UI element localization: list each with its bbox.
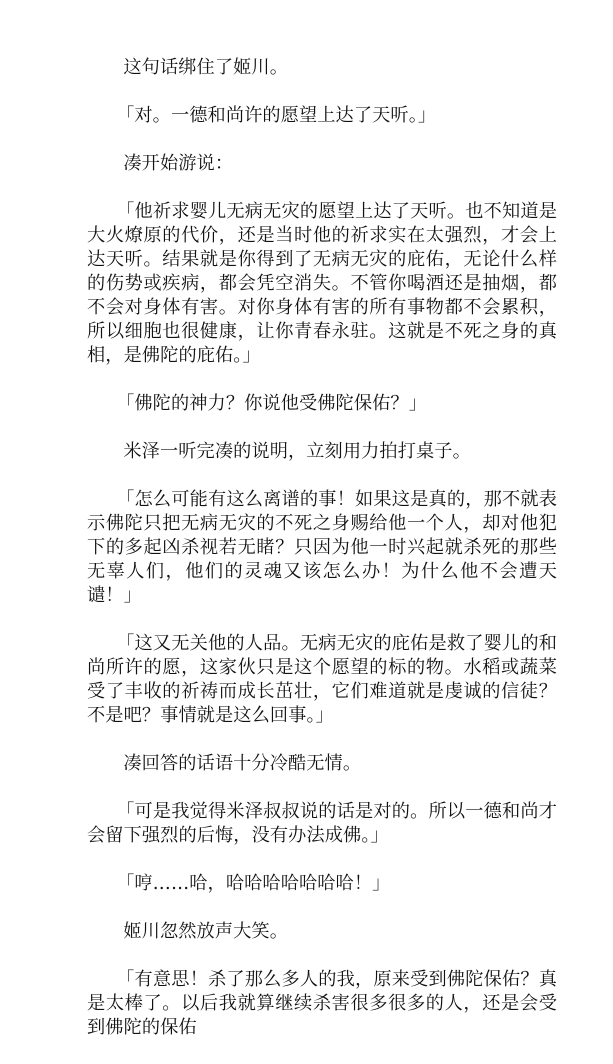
paragraph-6: 米泽一听完凑的说明，立刻用力拍打桌子。 (123, 441, 471, 462)
paragraph-13: 「有意思！杀了那么多人的我，原来受到佛陀保佑？真是太棒了。以后我就算继续杀害很多很多的人，还是会受到佛陀的保佑 (87, 969, 557, 1038)
paragraph-2: 「对。一德和尚许的愿望上达了天听。」 (116, 105, 437, 126)
paragraph-1: 这句话绑住了姬川。 (123, 57, 288, 78)
paragraph-7: 「怎么可能有这么离谱的事！如果这是真的，那不就表示佛陀只把无病无灾的不死之身赐给他一个人，却对他犯下的多起凶杀视若无睹？只因为他一时兴起就杀死的那些无辜人们，他们的灵魂又该怎么办！为什么他不会遭天谴！」 (87, 489, 557, 606)
paragraph-10: 「可是我觉得米泽叔叔说的话是对的。所以一德和尚才会留下强烈的后悔，没有办法成佛。」 (87, 801, 557, 846)
document-page (87, 56, 557, 1064)
paragraph-11: 「哼……哈，哈哈哈哈哈哈哈！」 (116, 873, 391, 894)
paragraph-4: 「他祈求婴儿无病无灾的愿望上达了天听。也不知道是大火燎原的代价，还是当时他的祈求实在太强烈，才会上达天听。结果就是你得到了无病无灾的庇佑，无论什么样的伤势或疾病，都会凭空消失。不管你喝酒还是抽烟，都不会对身体有害。对你身体有害的所有事物都不会累积，所以细胞也很健康，让你青春永驻。这就是不死之身的真相，是佛陀的庇佑。」 (87, 201, 557, 366)
paragraph-8: 「这又无关他的人品。无病无灾的庇佑是救了婴儿的和尚所许的愿，这家伙只是这个愿望的标的物。水稻或蔬菜受了丰收的祈祷而成长茁壮，它们难道就是虔诚的信徒？不是吧？事情就是这么回事。」 (87, 633, 557, 726)
paragraph-3: 凑开始游说： (123, 153, 234, 174)
paragraph-9: 凑回答的话语十分冷酷无情。 (123, 753, 362, 774)
paragraph-5: 「佛陀的神力？你说他受佛陀保佑？」 (116, 393, 427, 414)
paragraph-12: 姬川忽然放声大笑。 (123, 921, 288, 942)
